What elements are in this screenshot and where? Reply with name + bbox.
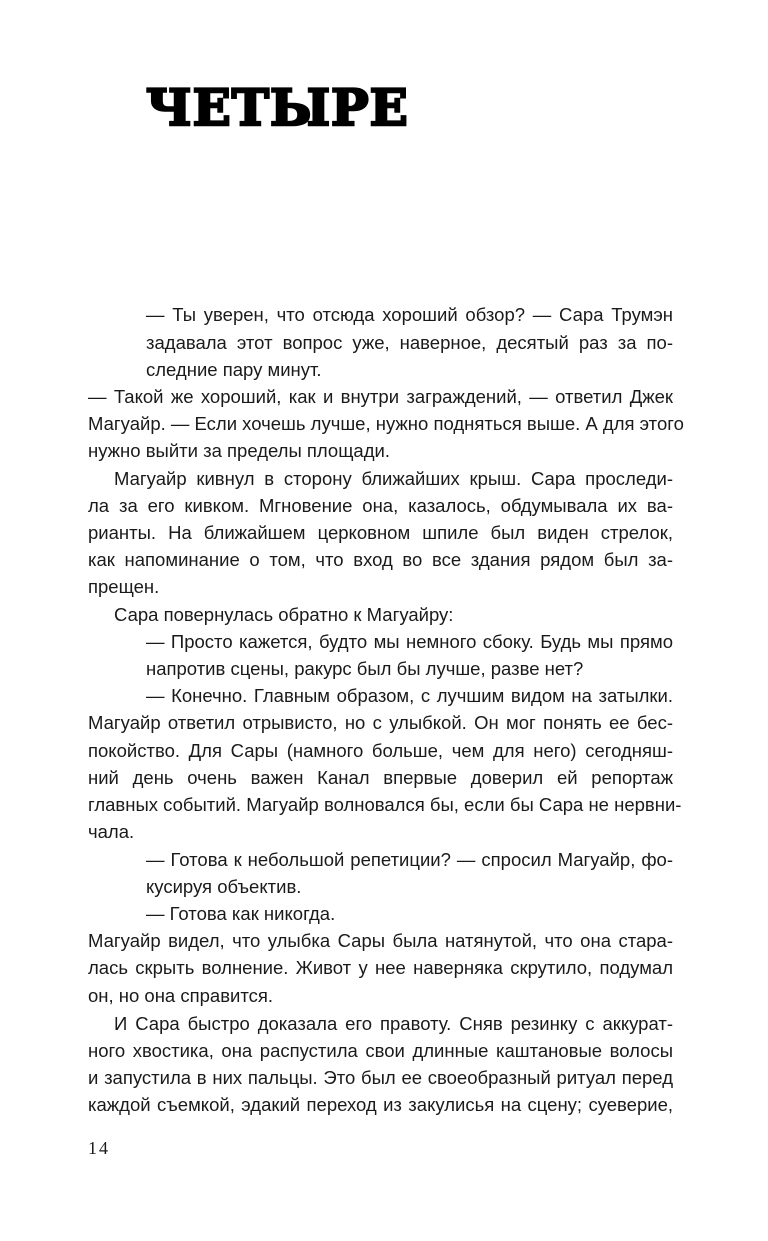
text-line: покойство. Для Сары (намного больше, чем для него) сегодняш- (88, 740, 673, 761)
text-line: как напоминание о том, что вход во все здания рядом был за- (88, 549, 673, 570)
text-line: он, но она справится. (88, 985, 274, 1006)
text-line: — Такой же хороший, как и внутри заграждений, — ответил Джек (88, 386, 673, 407)
text-line: — Конечно. Главным образом, с лучшим видом на затылки. (146, 685, 673, 706)
text-line: рианты. На ближайшем церковном шпиле был виден стрелок, (88, 522, 673, 543)
text-line: — Просто кажется, будто мы немного сбоку. Будь мы прямо (146, 631, 673, 652)
text-line: И Сара быстро доказала его правоту. Сняв резинку с аккурат- (114, 1013, 673, 1034)
text-line: каждой съемкой, эдакий переход из закулисья на сцену; суеверие, (88, 1094, 673, 1115)
text-line: лась скрыть волнение. Живот у нее наверняка скрутило, подумал (88, 957, 673, 978)
text-line: задавала этот вопрос уже, наверное, десятый раз за по- (146, 332, 673, 353)
text-line: Магуайр видел, что улыбка Сары была натянутой, что она стара- (88, 930, 673, 951)
text-line: нужно выйти за пределы площади. (88, 440, 390, 461)
text-line: ний день очень важен Канал впервые доверил ей репортаж (88, 767, 673, 788)
text-line: — Ты уверен, что отсюда хороший обзор? — Сара Трумэн (146, 304, 673, 325)
text-line: кусируя объектив. (146, 876, 302, 897)
text-line: — Готова к небольшой репетиции? — спросил Магуайр, фо- (146, 849, 673, 870)
text-line: Магуайр кивнул в сторону ближайших крыш. Сара проследи- (114, 468, 673, 489)
text-line: прещен. (88, 576, 160, 597)
chapter-title: ЧЕТЫРЕ (146, 78, 409, 137)
text-line: чала. (88, 821, 135, 842)
text-line: напротив сцены, ракурс был бы лучше, разве нет? (146, 658, 584, 679)
text-line: ного хвостика, она распустила свои длинные каштановые волосы (88, 1040, 673, 1061)
text-line: Сара повернулась обратно к Магуайру: (114, 604, 454, 625)
text-line: Магуайр. — Если хочешь лучше, нужно подняться выше. А для этого (88, 413, 684, 434)
page-number: 14 (88, 1138, 110, 1158)
text-line: Магуайр ответил отрывисто, но с улыбкой. Он мог понять ее бес- (88, 712, 673, 733)
text-line: ла за его кивком. Мгновение она, казалось, обдумывала их ва- (88, 495, 673, 516)
text-line: главных событий. Магуайр волновался бы, если бы Сара не нервни- (88, 794, 682, 815)
text-line: и запустила в них пальцы. Это был ее своеобразный ритуал перед (88, 1067, 673, 1088)
text-line: следние пару минут. (146, 359, 322, 380)
text-line: — Готова как никогда. (146, 903, 336, 924)
